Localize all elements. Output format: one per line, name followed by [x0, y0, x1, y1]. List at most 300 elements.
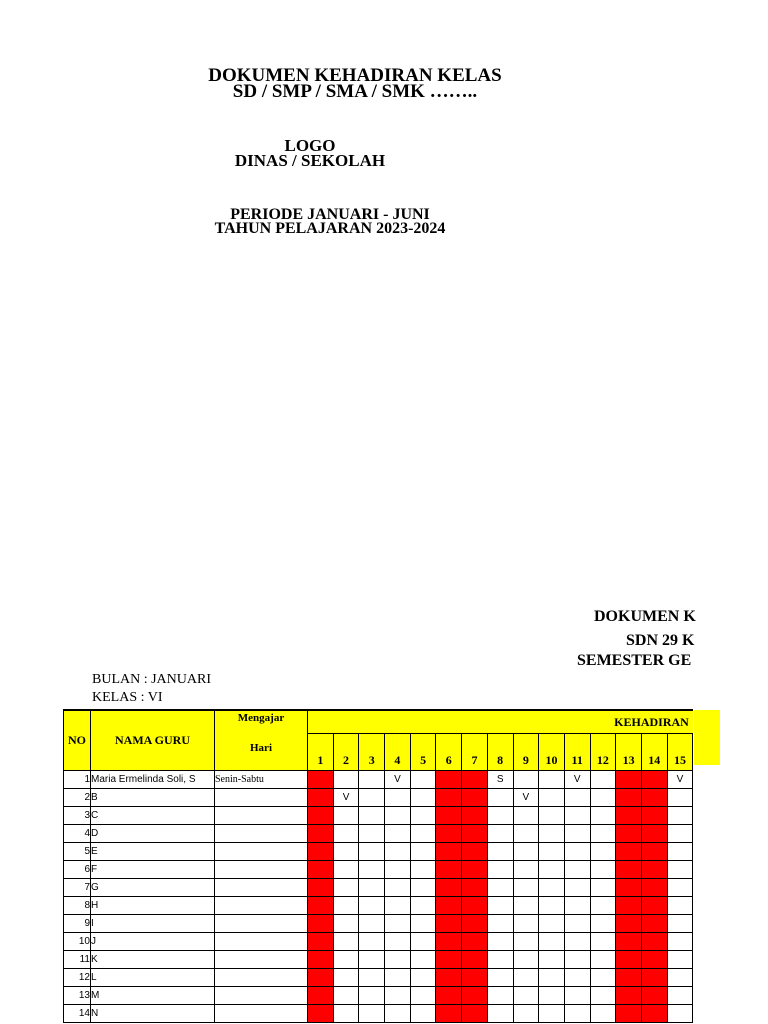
attendance-cell-day-10	[539, 969, 565, 987]
sheet-heading-line1: DOKUMEN K	[594, 608, 696, 625]
attendance-cell-day-6	[436, 933, 462, 951]
day-header-3: 3	[359, 734, 385, 771]
attendance-cell-day-15	[667, 789, 693, 807]
attendance-cell-day-3	[359, 987, 385, 1005]
attendance-cell-day-4	[385, 825, 411, 843]
attendance-cell-day-9	[513, 933, 539, 951]
attendance-cell-day-3	[359, 807, 385, 825]
attendance-cell-day-14	[641, 861, 667, 879]
attendance-cell-day-3	[359, 879, 385, 897]
attendance-cell-day-10	[539, 987, 565, 1005]
attendance-cell-day-1	[308, 861, 334, 879]
attendance-cell-day-6	[436, 807, 462, 825]
attendance-cell-day-5	[410, 789, 436, 807]
attendance-cell-day-9	[513, 897, 539, 915]
cover-logo-line1: LOGO	[284, 136, 336, 155]
header-yellow-extension	[694, 710, 720, 765]
attendance-cell-day-6	[436, 789, 462, 807]
attendance-cell-day-3	[359, 951, 385, 969]
kelas-label: KELAS : VI	[92, 690, 163, 705]
attendance-cell-day-7	[462, 897, 488, 915]
attendance-cell-day-5	[410, 933, 436, 951]
attendance-cell-day-4	[385, 969, 411, 987]
teaching-days	[215, 987, 308, 1005]
header-mengajar-label: Mengajar	[237, 712, 285, 724]
table-row	[64, 771, 693, 789]
attendance-cell-day-10	[539, 897, 565, 915]
teaching-days	[215, 879, 308, 897]
attendance-cell-day-7	[462, 807, 488, 825]
attendance-cell-day-10	[539, 933, 565, 951]
teaching-days	[215, 861, 308, 879]
teacher-name: D	[91, 825, 215, 843]
attendance-cell-day-14	[641, 987, 667, 1005]
cover-period-line2: TAHUN PELAJARAN 2023-2024	[214, 220, 446, 237]
cover-title-line2: SD / SMP / SMA / SMK ……..	[232, 81, 478, 102]
teacher-name: M	[91, 987, 215, 1005]
attendance-cell-day-15	[667, 879, 693, 897]
attendance-cell-day-5	[410, 843, 436, 861]
table-row	[64, 897, 693, 915]
teacher-name: I	[91, 915, 215, 933]
attendance-cell-day-10	[539, 951, 565, 969]
cover-period-line1: PERIODE JANUARI - JUNI	[230, 206, 430, 223]
attendance-cell-day-2	[333, 933, 359, 951]
attendance-cell-day-1	[308, 879, 334, 897]
attendance-cell-day-1	[308, 915, 334, 933]
row-number: 3	[64, 807, 91, 825]
day-header-6: 6	[436, 734, 462, 771]
attendance-cell-day-12	[590, 879, 616, 897]
attendance-cell-day-14	[641, 969, 667, 987]
attendance-cell-day-11	[564, 825, 590, 843]
attendance-cell-day-2: V	[333, 789, 359, 807]
teacher-name: K	[91, 951, 215, 969]
header-kehadiran: KEHADIRAN	[308, 710, 693, 734]
attendance-cell-day-12	[590, 1005, 616, 1023]
attendance-cell-day-13	[616, 1005, 642, 1023]
attendance-cell-day-5	[410, 771, 436, 789]
attendance-cell-day-10	[539, 825, 565, 843]
attendance-cell-day-10	[539, 1005, 565, 1023]
attendance-cell-day-15	[667, 951, 693, 969]
teacher-name: C	[91, 807, 215, 825]
attendance-cell-day-2	[333, 915, 359, 933]
attendance-cell-day-8	[487, 879, 513, 897]
attendance-cell-day-6	[436, 825, 462, 843]
teaching-days	[215, 825, 308, 843]
attendance-cell-day-13	[616, 987, 642, 1005]
table-row	[64, 915, 693, 933]
row-number: 8	[64, 897, 91, 915]
attendance-cell-day-12	[590, 951, 616, 969]
day-header-8: 8	[487, 734, 513, 771]
attendance-cell-day-7	[462, 969, 488, 987]
attendance-cell-day-15	[667, 969, 693, 987]
attendance-cell-day-7	[462, 879, 488, 897]
attendance-cell-day-7	[462, 861, 488, 879]
attendance-cell-day-15	[667, 1005, 693, 1023]
attendance-cell-day-7	[462, 915, 488, 933]
attendance-cell-day-4	[385, 879, 411, 897]
table-row	[64, 879, 693, 897]
attendance-cell-day-5	[410, 879, 436, 897]
attendance-cell-day-4	[385, 807, 411, 825]
attendance-cell-day-15	[667, 843, 693, 861]
row-number: 9	[64, 915, 91, 933]
attendance-cell-day-2	[333, 951, 359, 969]
teaching-days	[215, 897, 308, 915]
sheet-heading-line3: SEMESTER GE	[577, 652, 692, 669]
attendance-cell-day-12	[590, 825, 616, 843]
attendance-cell-day-3	[359, 915, 385, 933]
attendance-cell-day-4	[385, 951, 411, 969]
header-hari-label: Hari	[250, 742, 272, 754]
attendance-cell-day-6	[436, 1005, 462, 1023]
attendance-cell-day-8	[487, 969, 513, 987]
attendance-cell-day-12	[590, 861, 616, 879]
attendance-cell-day-13	[616, 861, 642, 879]
teacher-name: B	[91, 789, 215, 807]
attendance-cell-day-4	[385, 933, 411, 951]
attendance-cell-day-14	[641, 771, 667, 789]
attendance-cell-day-3	[359, 897, 385, 915]
attendance-cell-day-6	[436, 861, 462, 879]
attendance-cell-day-9	[513, 807, 539, 825]
attendance-cell-day-10	[539, 807, 565, 825]
attendance-cell-day-13	[616, 897, 642, 915]
attendance-cell-day-9	[513, 1005, 539, 1023]
attendance-cell-day-3	[359, 933, 385, 951]
attendance-cell-day-13	[616, 951, 642, 969]
attendance-cell-day-13	[616, 843, 642, 861]
day-header-9: 9	[513, 734, 539, 771]
teacher-name: Maria Ermelinda Soli, S	[91, 771, 215, 789]
attendance-cell-day-14	[641, 1005, 667, 1023]
attendance-cell-day-1	[308, 951, 334, 969]
day-header-12: 12	[590, 734, 616, 771]
attendance-cell-day-7	[462, 789, 488, 807]
row-number: 1	[64, 771, 91, 789]
cover-logo-line2: DINAS / SEKOLAH	[234, 151, 386, 170]
attendance-cell-day-11	[564, 807, 590, 825]
attendance-cell-day-2	[333, 969, 359, 987]
teaching-days	[215, 789, 308, 807]
attendance-cell-day-11	[564, 987, 590, 1005]
attendance-cell-day-9	[513, 915, 539, 933]
attendance-cell-day-15	[667, 933, 693, 951]
attendance-cell-day-8	[487, 897, 513, 915]
attendance-cell-day-15: V	[667, 771, 693, 789]
attendance-cell-day-5	[410, 969, 436, 987]
attendance-cell-day-3	[359, 969, 385, 987]
row-number: 4	[64, 825, 91, 843]
attendance-cell-day-15	[667, 987, 693, 1005]
attendance-cell-day-14	[641, 807, 667, 825]
attendance-cell-day-2	[333, 987, 359, 1005]
table-row	[64, 933, 693, 951]
attendance-cell-day-10	[539, 915, 565, 933]
teaching-days	[215, 915, 308, 933]
row-number: 2	[64, 789, 91, 807]
attendance-cell-day-4	[385, 843, 411, 861]
header-nama-guru: NAMA GURU	[91, 710, 215, 771]
attendance-cell-day-11	[564, 843, 590, 861]
attendance-cell-day-12	[590, 789, 616, 807]
table-row	[64, 969, 693, 987]
teacher-name: E	[91, 843, 215, 861]
attendance-cell-day-12	[590, 843, 616, 861]
bulan-label: BULAN : JANUARI	[92, 672, 211, 687]
attendance-cell-day-12	[590, 933, 616, 951]
attendance-cell-day-3	[359, 843, 385, 861]
attendance-cell-day-7	[462, 951, 488, 969]
teacher-name: N	[91, 1005, 215, 1023]
attendance-cell-day-11	[564, 879, 590, 897]
attendance-cell-day-7	[462, 771, 488, 789]
attendance-cell-day-10	[539, 861, 565, 879]
table-row	[64, 951, 693, 969]
table-row	[64, 1005, 693, 1023]
attendance-cell-day-9	[513, 987, 539, 1005]
attendance-cell-day-11	[564, 1005, 590, 1023]
attendance-cell-day-13	[616, 933, 642, 951]
attendance-cell-day-5	[410, 987, 436, 1005]
attendance-cell-day-2	[333, 861, 359, 879]
attendance-cell-day-5	[410, 915, 436, 933]
table-row	[64, 789, 693, 807]
attendance-cell-day-3	[359, 1005, 385, 1023]
teaching-days	[215, 1005, 308, 1023]
table-row	[64, 825, 693, 843]
attendance-cell-day-4: V	[385, 771, 411, 789]
attendance-cell-day-3	[359, 825, 385, 843]
attendance-cell-day-15	[667, 915, 693, 933]
attendance-cell-day-12	[590, 969, 616, 987]
attendance-cell-day-6	[436, 771, 462, 789]
attendance-cell-day-8	[487, 1005, 513, 1023]
attendance-cell-day-9	[513, 861, 539, 879]
teaching-days	[215, 933, 308, 951]
row-number: 12	[64, 969, 91, 987]
row-number: 10	[64, 933, 91, 951]
teaching-days: Senin-Sabtu	[215, 771, 308, 789]
attendance-cell-day-14	[641, 915, 667, 933]
teacher-name: F	[91, 861, 215, 879]
attendance-cell-day-13	[616, 807, 642, 825]
attendance-cell-day-4	[385, 861, 411, 879]
attendance-cell-day-11	[564, 789, 590, 807]
attendance-cell-day-1	[308, 969, 334, 987]
attendance-cell-day-8	[487, 951, 513, 969]
attendance-cell-day-3	[359, 789, 385, 807]
attendance-cell-day-5	[410, 951, 436, 969]
row-number: 11	[64, 951, 91, 969]
attendance-cell-day-15	[667, 897, 693, 915]
attendance-cell-day-2	[333, 897, 359, 915]
attendance-cell-day-13	[616, 969, 642, 987]
attendance-cell-day-3	[359, 771, 385, 789]
teacher-name: H	[91, 897, 215, 915]
attendance-cell-day-8	[487, 843, 513, 861]
header-no: NO	[64, 710, 91, 771]
teacher-name: L	[91, 969, 215, 987]
attendance-cell-day-2	[333, 879, 359, 897]
day-header-15: 15	[667, 734, 693, 771]
attendance-cell-day-6	[436, 969, 462, 987]
teaching-days	[215, 951, 308, 969]
attendance-cell-day-7	[462, 987, 488, 1005]
attendance-cell-day-4	[385, 789, 411, 807]
attendance-cell-day-14	[641, 843, 667, 861]
attendance-cell-day-14	[641, 789, 667, 807]
attendance-cell-day-5	[410, 861, 436, 879]
row-number: 7	[64, 879, 91, 897]
table-row	[64, 861, 693, 879]
sheet-heading-line2: SDN 29 K	[626, 632, 695, 649]
attendance-cell-day-8	[487, 861, 513, 879]
attendance-cell-day-14	[641, 825, 667, 843]
attendance-cell-day-1	[308, 987, 334, 1005]
teacher-name: G	[91, 879, 215, 897]
attendance-cell-day-10	[539, 789, 565, 807]
attendance-cell-day-6	[436, 843, 462, 861]
row-number: 13	[64, 987, 91, 1005]
day-header-2: 2	[333, 734, 359, 771]
row-number: 14	[64, 1005, 91, 1023]
attendance-cell-day-4	[385, 897, 411, 915]
attendance-cell-day-14	[641, 879, 667, 897]
attendance-cell-day-6	[436, 915, 462, 933]
attendance-cell-day-9: V	[513, 789, 539, 807]
attendance-cell-day-15	[667, 807, 693, 825]
attendance-cell-day-1	[308, 933, 334, 951]
teacher-name: J	[91, 933, 215, 951]
attendance-cell-day-5	[410, 1005, 436, 1023]
attendance-cell-day-8	[487, 807, 513, 825]
attendance-cell-day-8	[487, 933, 513, 951]
attendance-cell-day-13	[616, 771, 642, 789]
attendance-cell-day-11	[564, 897, 590, 915]
attendance-cell-day-13	[616, 789, 642, 807]
attendance-cell-day-10	[539, 843, 565, 861]
attendance-cell-day-1	[308, 843, 334, 861]
attendance-cell-day-8: S	[487, 771, 513, 789]
attendance-cell-day-15	[667, 861, 693, 879]
attendance-cell-day-2	[333, 1005, 359, 1023]
attendance-cell-day-14	[641, 933, 667, 951]
table-row	[64, 843, 693, 861]
attendance-cell-day-9	[513, 879, 539, 897]
attendance-cell-day-9	[513, 969, 539, 987]
attendance-cell-day-4	[385, 1005, 411, 1023]
attendance-cell-day-11	[564, 969, 590, 987]
attendance-cell-day-3	[359, 861, 385, 879]
attendance-cell-day-11	[564, 951, 590, 969]
attendance-cell-day-11	[564, 915, 590, 933]
attendance-cell-day-15	[667, 825, 693, 843]
attendance-cell-day-13	[616, 915, 642, 933]
day-header-14: 14	[641, 734, 667, 771]
attendance-cell-day-14	[641, 897, 667, 915]
attendance-cell-day-6	[436, 951, 462, 969]
row-number: 6	[64, 861, 91, 879]
day-header-10: 10	[539, 734, 565, 771]
day-header-13: 13	[616, 734, 642, 771]
attendance-cell-day-6	[436, 879, 462, 897]
attendance-cell-day-2	[333, 771, 359, 789]
attendance-table	[63, 709, 693, 1023]
attendance-cell-day-1	[308, 789, 334, 807]
header-mengajar	[215, 710, 308, 771]
day-header-7: 7	[462, 734, 488, 771]
attendance-cell-day-4	[385, 987, 411, 1005]
attendance-cell-day-11	[564, 933, 590, 951]
day-header-11: 11	[564, 734, 590, 771]
attendance-cell-day-11	[564, 861, 590, 879]
attendance-cell-day-1	[308, 771, 334, 789]
teaching-days	[215, 807, 308, 825]
attendance-cell-day-10	[539, 879, 565, 897]
attendance-cell-day-5	[410, 897, 436, 915]
attendance-cell-day-12	[590, 897, 616, 915]
attendance-cell-day-8	[487, 915, 513, 933]
attendance-cell-day-1	[308, 825, 334, 843]
attendance-cell-day-6	[436, 987, 462, 1005]
teaching-days	[215, 843, 308, 861]
attendance-cell-day-4	[385, 915, 411, 933]
attendance-cell-day-12	[590, 915, 616, 933]
day-header-1: 1	[308, 734, 334, 771]
attendance-cell-day-5	[410, 807, 436, 825]
attendance-cell-day-7	[462, 843, 488, 861]
attendance-cell-day-7	[462, 933, 488, 951]
row-number: 5	[64, 843, 91, 861]
attendance-cell-day-1	[308, 807, 334, 825]
attendance-cell-day-2	[333, 843, 359, 861]
attendance-cell-day-6	[436, 897, 462, 915]
attendance-cell-day-9	[513, 771, 539, 789]
table-row	[64, 807, 693, 825]
attendance-cell-day-9	[513, 951, 539, 969]
teaching-days	[215, 969, 308, 987]
attendance-cell-day-7	[462, 825, 488, 843]
day-header-4: 4	[385, 734, 411, 771]
attendance-cell-day-12	[590, 987, 616, 1005]
attendance-cell-day-2	[333, 807, 359, 825]
attendance-cell-day-13	[616, 825, 642, 843]
attendance-cell-day-12	[590, 807, 616, 825]
attendance-cell-day-9	[513, 843, 539, 861]
cover-title-line1: DOKUMEN KEHADIRAN KELAS	[208, 65, 502, 86]
attendance-cell-day-5	[410, 825, 436, 843]
attendance-cell-day-13	[616, 879, 642, 897]
attendance-cell-day-9	[513, 825, 539, 843]
attendance-cell-day-2	[333, 825, 359, 843]
attendance-cell-day-8	[487, 825, 513, 843]
attendance-cell-day-7	[462, 1005, 488, 1023]
attendance-cell-day-8	[487, 789, 513, 807]
attendance-cell-day-8	[487, 987, 513, 1005]
attendance-cell-day-10	[539, 771, 565, 789]
attendance-cell-day-14	[641, 951, 667, 969]
table-row	[64, 987, 693, 1005]
attendance-cell-day-11: V	[564, 771, 590, 789]
attendance-cell-day-12	[590, 771, 616, 789]
attendance-cell-day-1	[308, 897, 334, 915]
day-header-5: 5	[410, 734, 436, 771]
attendance-cell-day-1	[308, 1005, 334, 1023]
